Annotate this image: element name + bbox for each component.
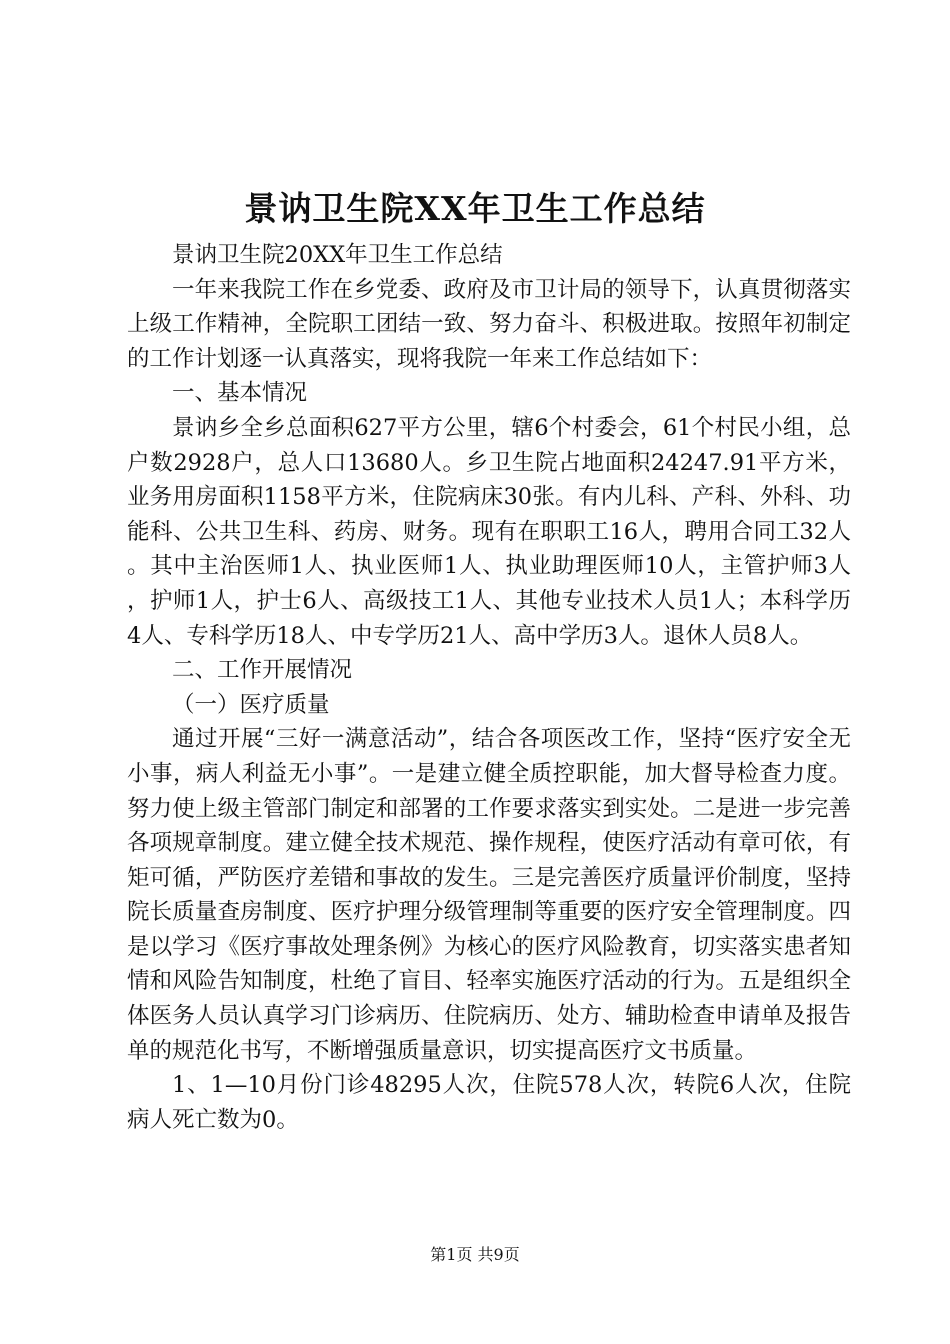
paragraph-subtitle: 景讷卫生院20XX年卫生工作总结	[172, 242, 503, 268]
paragraph-intro: 一年来我院工作在乡党委、政府及市卫计局的领导下，认真贯彻落实上级工作精神，全院职工团结一致、努力奋斗、积极进取。按照年初制定的工作计划逐一认真落实，现将我院一年来工作总结如下：	[127, 276, 851, 372]
section-heading-work: 二、工作开展情况	[172, 657, 353, 684]
paragraph-quality: 通过开展“三好一满意活动”，结合各项医改工作，坚持“医疗安全无小事，病人利益无小事”。一是建立健全质控职能，加大督导检查力度。努力使上级主管部门制定和部署的工作要求落实到实处。二是进一步完善各项规章制度。建立健全技术规范、操作规程，使医疗活动有章可依，有矩可循，严防医疗差错和事故的发生。三是完善医疗质量评价制度，坚持院长质量查房制度、医疗护理分级管理制等重要的医疗安全管理制度。四是以学习《医疗事故处理条例》为核心的医疗风险教育，切实落实患者知情和风险告知制度，杜绝了盲目、轻率实施医疗活动的行为。五是组织全体医务人员认真学习门诊病历、住院病历、处方、辅助检查申请单及报告单的规范化书写，不断增强质量意识，切实提高医疗文书质量。	[127, 726, 851, 1064]
page-footer: 第1页 共9页	[430, 1245, 520, 1264]
section-heading-basic: 一、基本情况	[172, 380, 308, 407]
paragraph-outpatient-stats: 1、1—10月份门诊48295人次，住院578人次，转院6人次，住院病人死亡数为0。	[127, 1072, 851, 1133]
document-title: 景讷卫生院XX年卫生工作总结	[244, 189, 706, 228]
subsection-heading-quality: （一）医疗质量	[172, 691, 330, 718]
document-body	[127, 238, 851, 1137]
paragraph-basic-info: 景讷乡全乡总面积627平方公里，辖6个村委会，61个村民小组，总户数2928户，总人口13680人。乡卫生院占地面积24247.91平方米，业务用房面积1158平方米，住院病床30张。有内儿科、产科、外科、功能科、公共卫生科、药房、财务。现有在职职工16人，聘用合同工32人。其中主治医师1人、执业医师1人、执业助理医师10人，主管护师3人，护师1人，护士6人、高级技工1人、其他专业技术人员1人；本科学历4人、专科学历18人、中专学历21人、高中学历3人。退休人员8人。	[127, 414, 851, 649]
